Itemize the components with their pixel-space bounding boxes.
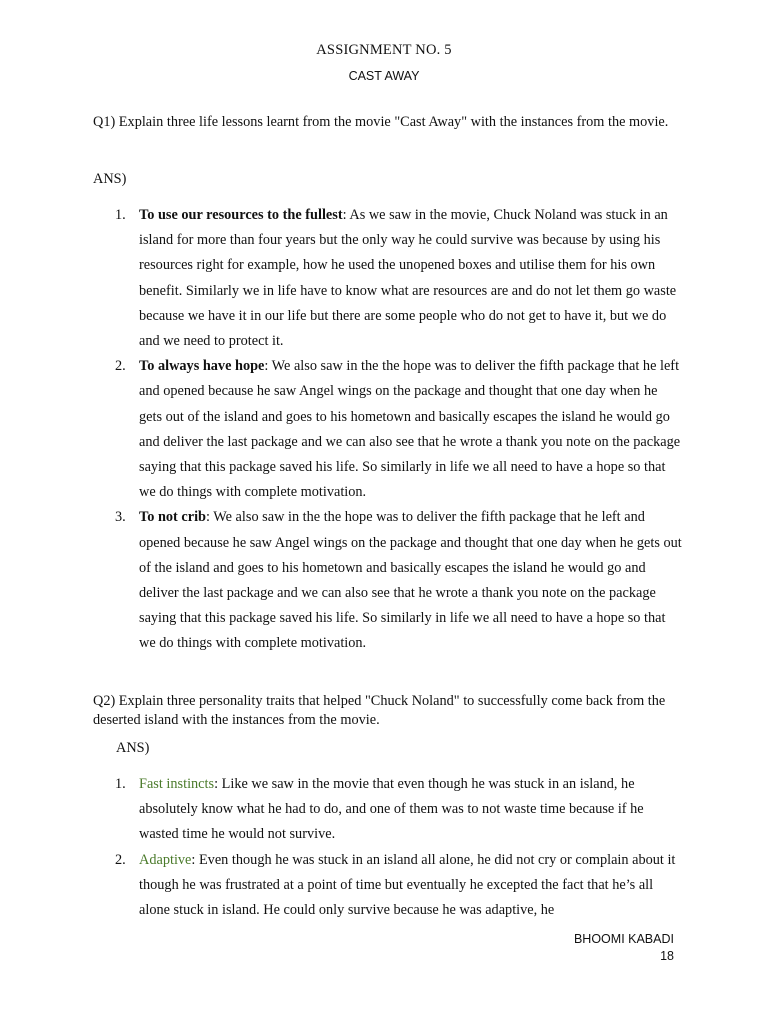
- list-item-number: 2.: [115, 358, 126, 375]
- trait-term: Fast instincts: [139, 776, 215, 792]
- question-2: Q2) Explain three personality traits that helped "Chuck Noland" to successfully come back from the deserted island with the instances from the movie.: [93, 693, 666, 728]
- answer-label-1: ANS): [93, 171, 127, 187]
- lesson-term: To always have hope: [139, 358, 265, 375]
- list-item: [93, 505, 683, 656]
- assignment-subtitle: CAST AWAY: [348, 69, 420, 83]
- list-item: [93, 772, 683, 848]
- life-lessons-list: [93, 203, 683, 657]
- lesson-text: : As we saw in the movie, Chuck Noland was stuck in an island for more than four years but the only way he could survive was because by using his resources right for example, how he used the unopened boxes and utilise them for his own benefit. Similarly we in life have to know what are resources are and do not let them go waste because we have it in our life but there are some people who do not get to have it, but we do and we need to protect it.: [139, 207, 677, 350]
- trait-term: Adaptive: [139, 851, 192, 868]
- list-item-number: 1.: [115, 776, 126, 792]
- lesson-term: To use our resources to the fullest: [139, 207, 343, 223]
- trait-text: : Even though he was stuck in an island all alone, he did not cry or complain about it though he was frustrated at a point of time but eventually he excepted the fact that he’s all alone stuck in island. He could only survive because he was adaptive, he: [139, 851, 676, 919]
- trait-text: : Like we saw in the movie that even though he was stuck in an island, he absolutely know what he had to do, and one of them was to not waste time because if he wasted time he would not survive.: [139, 776, 644, 843]
- footer-author: BHOOMI KABADI: [573, 932, 674, 946]
- list-item-number: 3.: [115, 509, 126, 526]
- list-item: [93, 848, 683, 924]
- list-item: [93, 354, 683, 505]
- list-item-number: 1.: [115, 207, 126, 223]
- question-1: Q1) Explain three life lessons learnt from the movie "Cast Away" with the instances from the movie.: [93, 114, 669, 130]
- page-number: 18: [660, 949, 674, 963]
- lesson-term: To not crib: [139, 509, 206, 526]
- answer-label-2: ANS): [116, 740, 150, 756]
- list-item: [93, 203, 683, 354]
- assignment-title: ASSIGNMENT NO. 5: [316, 42, 452, 58]
- lesson-text: : We also saw in the the hope was to deliver the fifth package that he left and opened because he saw Angel wings on the package and thought that one day when he gets out of the island and goes to his hometown and basically escapes the island he would go and deliver the last package and we can also see that he wrote a thank you note on the package saying that this package saved his life. So similarly in life we all need to have a hope so that we do things with complete motivation.: [139, 509, 682, 652]
- personality-traits-list: [93, 772, 683, 923]
- lesson-text: : We also saw in the the hope was to deliver the fifth package that he left and opened because he saw Angel wings on the package and thought that one day when he gets out of the island and goes to his hometown and basically escapes the island he would go and deliver the last package and we can also see that he wrote a thank you note on the package saying that this package saved his life. So similarly in life we all need to have a hope so that we do things with complete motivation.: [139, 358, 681, 501]
- list-item-number: 2.: [115, 851, 126, 868]
